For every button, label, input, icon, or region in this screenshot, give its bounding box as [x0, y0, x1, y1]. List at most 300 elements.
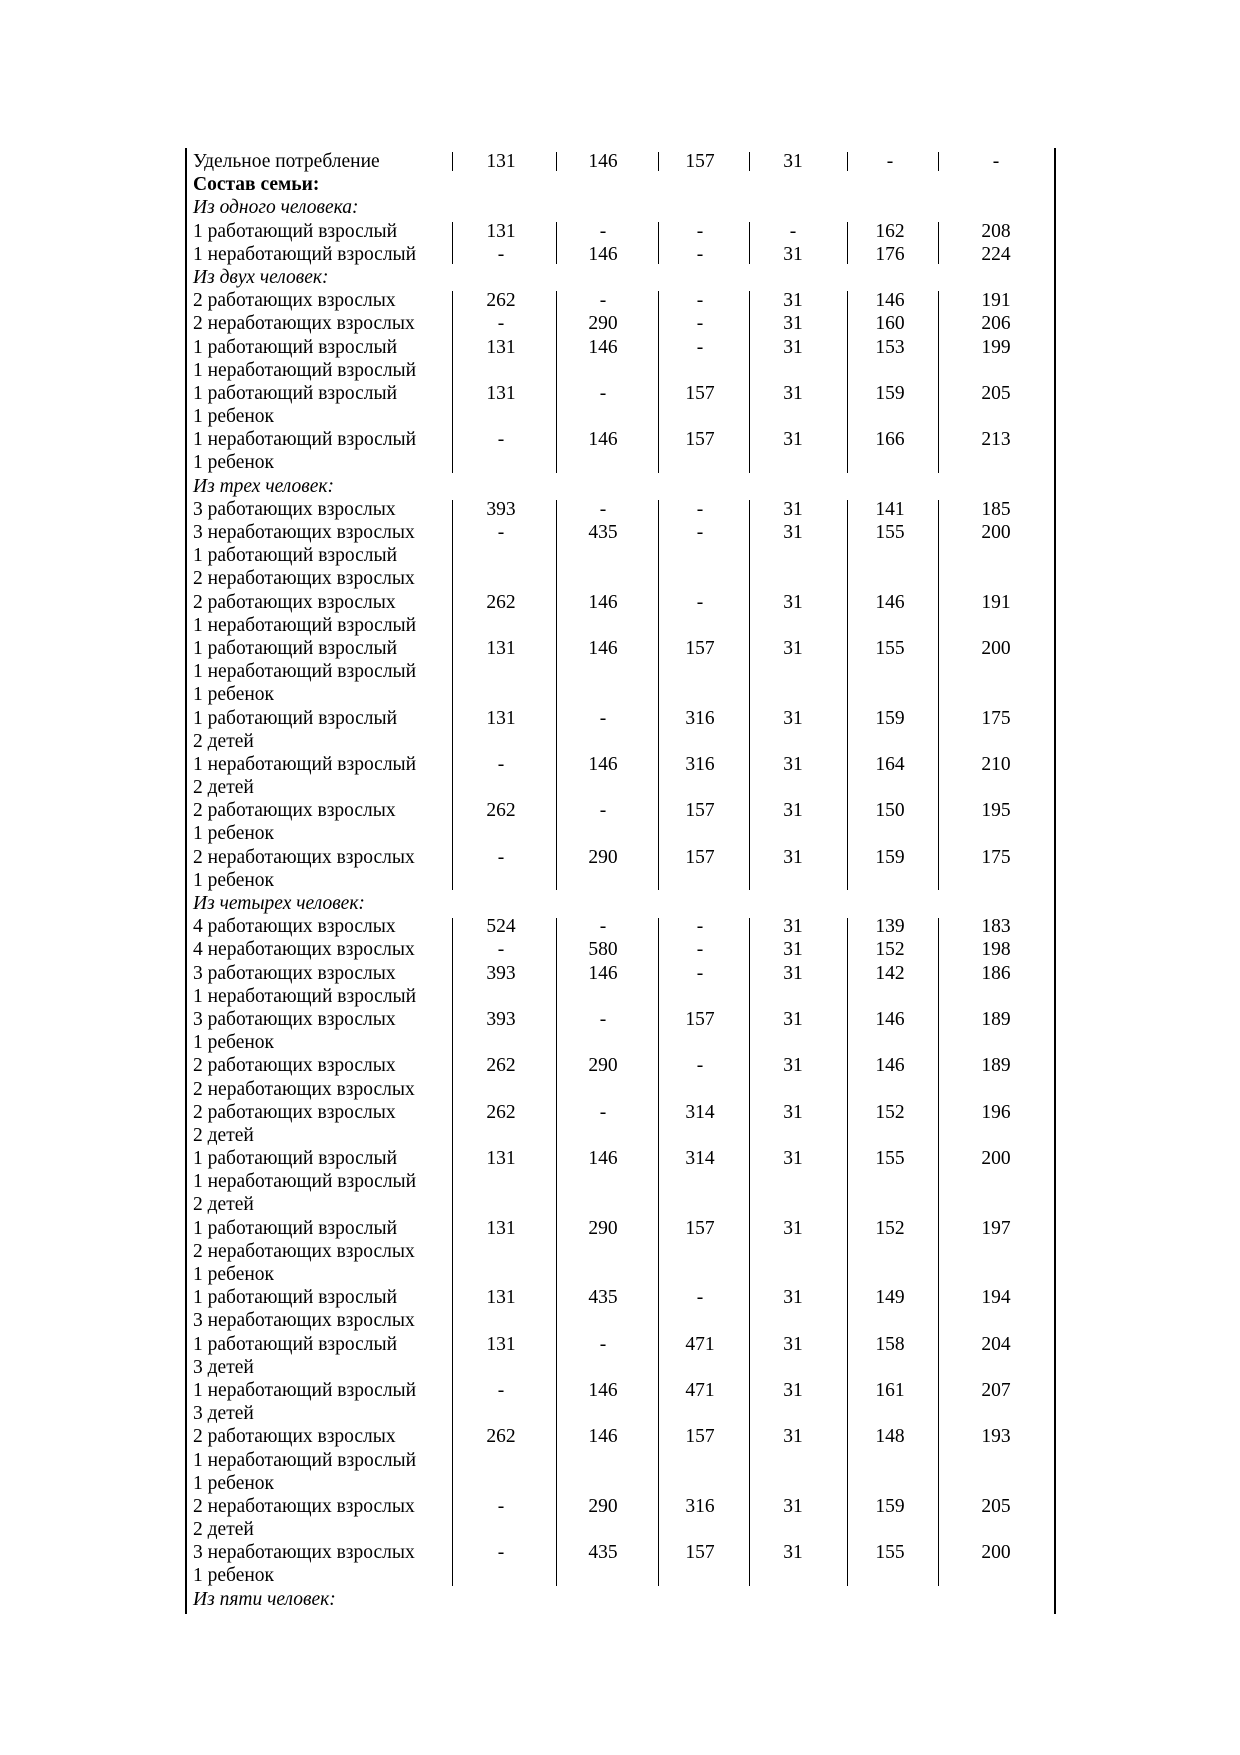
table-cell-col-2: 146: [588, 151, 618, 172]
table-cell-col-4: 31: [783, 800, 803, 822]
table-cell-col-1: 393: [486, 962, 516, 984]
row-label: 1 неработающий взрослый: [193, 1171, 417, 1193]
table-cell-col-1: -: [497, 429, 505, 451]
table-cell-col-3: -: [696, 290, 704, 312]
row-label: 3 детей: [193, 1403, 254, 1425]
table-cell-col-2: 290: [588, 1495, 618, 1517]
table-row: [186, 451, 1056, 474]
table-cell-col-3: 157: [685, 800, 715, 822]
column-divider: [749, 500, 750, 890]
table-cell-col-3: 316: [685, 753, 715, 775]
table-row: [186, 1449, 1056, 1472]
table-cell-col-1: 262: [486, 591, 516, 613]
row-label: 3 детей: [193, 1356, 254, 1378]
table-cell-col-2: 146: [588, 243, 618, 265]
row-label: 4 работающих взрослых: [193, 916, 396, 938]
table-cell-col-6: 195: [981, 800, 1011, 822]
table-cell-col-5: 142: [875, 962, 905, 984]
column-divider: [938, 500, 939, 890]
row-label: 2 детей: [193, 1124, 254, 1146]
table-row: [186, 567, 1056, 590]
table-cell-col-6: 194: [981, 1287, 1011, 1309]
row-label: 2 детей: [193, 1519, 254, 1541]
table-cell-col-2: -: [599, 916, 607, 938]
table-row: [186, 1240, 1056, 1263]
table-cell-col-4: 31: [783, 522, 803, 543]
table-cell-col-1: 131: [486, 1217, 516, 1239]
table-cell-col-3: 157: [685, 151, 715, 172]
row-label: 2 неработающих взрослых: [193, 568, 415, 590]
table-row: [186, 312, 1056, 335]
table-cell-col-4: 31: [783, 1426, 803, 1448]
row-label: Из пяти человек:: [193, 1588, 336, 1610]
table-cell-col-3: 157: [685, 1008, 715, 1030]
table-cell-col-6: 175: [981, 846, 1011, 868]
table-cell-col-4: -: [789, 220, 797, 242]
table-cell-col-1: 262: [486, 800, 516, 822]
table-row: [186, 683, 1056, 706]
column-divider: [658, 918, 659, 1587]
table-row: [186, 614, 1056, 637]
table-row: [186, 1147, 1056, 1170]
table-cell-col-5: 162: [875, 220, 905, 242]
table-cell-col-6: 200: [981, 522, 1011, 543]
table-cell-col-3: -: [696, 220, 704, 242]
row-label: 1 ребенок: [193, 406, 275, 428]
table-row: [186, 869, 1056, 892]
table-cell-col-1: -: [497, 1379, 505, 1401]
row-label: 1 ребенок: [193, 1264, 275, 1285]
table-row: [186, 1101, 1056, 1124]
table-row: [186, 1379, 1056, 1402]
table-cell-col-5: 148: [875, 1426, 905, 1448]
table-row: [186, 289, 1056, 312]
row-label: 1 неработающий взрослый: [193, 429, 417, 451]
table-cell-col-4: 31: [783, 846, 803, 868]
table-cell-col-2: 146: [588, 1379, 618, 1401]
table-cell-col-6: 186: [981, 962, 1011, 984]
table-cell-col-1: 131: [486, 1148, 516, 1170]
table-row: [186, 359, 1056, 382]
table-cell-col-6: 204: [981, 1333, 1011, 1355]
table-cell-col-4: 31: [783, 637, 803, 659]
table-cell-col-5: 150: [875, 800, 905, 822]
table-row: [186, 428, 1056, 451]
table-row: [186, 405, 1056, 428]
row-label: 2 неработающих взрослых: [193, 1495, 415, 1517]
table-cell-col-1: 262: [486, 1426, 516, 1448]
table-cell-col-6: 206: [981, 313, 1011, 335]
table-row: [186, 660, 1056, 683]
table-cell-col-5: 139: [875, 916, 905, 938]
table-cell-col-4: 31: [783, 313, 803, 335]
table-cell-col-6: 199: [981, 336, 1011, 358]
column-divider: [452, 500, 453, 890]
table-cell-col-6: 207: [981, 1379, 1011, 1401]
table-cell-col-5: 146: [875, 1008, 905, 1030]
table-cell-col-2: 146: [588, 591, 618, 613]
table-cell-col-6: 196: [981, 1101, 1011, 1123]
table-cell-col-1: -: [497, 1495, 505, 1517]
column-divider: [452, 222, 453, 264]
table-row: [186, 799, 1056, 822]
table-cell-col-1: 131: [486, 1333, 516, 1355]
table-cell-col-3: 316: [685, 707, 715, 729]
table-cell-col-6: 197: [981, 1217, 1011, 1239]
table-cell-col-3: 157: [685, 637, 715, 659]
table-row: [186, 591, 1056, 614]
row-label: 2 детей: [193, 1194, 254, 1216]
table-row: [186, 1425, 1056, 1448]
table-cell-col-5: 159: [875, 1495, 905, 1517]
table-row: [186, 1008, 1056, 1031]
table-cell-col-1: -: [497, 846, 505, 868]
table-cell-col-5: 152: [875, 939, 905, 961]
table-cell-col-3: 314: [685, 1101, 715, 1123]
table-cell-col-2: -: [599, 1333, 607, 1355]
table-cell-col-6: 210: [981, 753, 1011, 775]
table-cell-col-4: 31: [783, 939, 803, 961]
table-row: [186, 521, 1056, 544]
table-cell-col-1: 524: [486, 916, 516, 938]
table-row: [186, 498, 1056, 521]
table-row: [186, 1564, 1056, 1587]
table-cell-col-5: 164: [875, 753, 905, 775]
table-cell-col-3: 471: [685, 1333, 715, 1355]
row-label: 1 неработающий взрослый: [193, 753, 417, 775]
table-row: [186, 1170, 1056, 1193]
group-heading: [186, 1588, 1056, 1611]
table-cell-col-2: 146: [588, 753, 618, 775]
row-label: 1 неработающий взрослый: [193, 1379, 417, 1401]
table-cell-col-4: 31: [783, 290, 803, 312]
table-cell-col-5: 166: [875, 429, 905, 451]
row-label: Из одного человека:: [193, 197, 359, 219]
table-cell-col-5: 155: [875, 637, 905, 659]
table-cell-col-6: 205: [981, 1495, 1011, 1517]
table-cell-col-3: -: [696, 522, 704, 543]
table-right-border: [1054, 148, 1056, 1614]
table-cell-col-2: -: [599, 707, 607, 729]
group-heading: [186, 196, 1056, 219]
row-label: 1 работающий взрослый: [193, 336, 398, 358]
row-label: 2 работающих взрослых: [193, 591, 396, 613]
table-cell-col-1: -: [497, 939, 505, 961]
row-label: 2 неработающих взрослых: [193, 313, 415, 335]
table-cell-col-6: 213: [981, 429, 1011, 451]
table-row: [186, 1518, 1056, 1541]
table-cell-col-1: 131: [486, 707, 516, 729]
row-label: 1 ребенок: [193, 684, 275, 706]
table-cell-col-5: 152: [875, 1217, 905, 1239]
table-cell-col-3: 471: [685, 1379, 715, 1401]
row-label: 1 работающий взрослый: [193, 637, 398, 659]
row-label: 1 ребенок: [193, 452, 275, 474]
column-divider: [658, 500, 659, 890]
row-label: 1 работающий взрослый: [193, 1217, 398, 1239]
row-label: 3 неработающих взрослых: [193, 1542, 415, 1564]
row-label: 3 неработающих взрослых: [193, 1310, 415, 1332]
table-row: [186, 985, 1056, 1008]
table-cell-col-3: -: [696, 591, 704, 613]
column-divider: [556, 918, 557, 1587]
row-label: 1 неработающий взрослый: [193, 359, 417, 381]
table-cell-col-2: 290: [588, 1217, 618, 1239]
table-cell-col-5: 146: [875, 290, 905, 312]
table-cell-col-1: 262: [486, 290, 516, 312]
row-label: Из двух человек:: [193, 266, 329, 288]
table-cell-col-5: 149: [875, 1287, 905, 1309]
table-cell-col-6: 189: [981, 1055, 1011, 1077]
row-label: 2 работающих взрослых: [193, 1055, 396, 1077]
table-cell-col-6: 208: [981, 220, 1011, 242]
table-row: [186, 1309, 1056, 1332]
table-cell-col-3: 316: [685, 1495, 715, 1517]
table-cell-col-5: 161: [875, 1379, 905, 1401]
table-row: [186, 1541, 1056, 1564]
table-cell-col-5: 155: [875, 1148, 905, 1170]
table-cell-col-2: 435: [588, 522, 618, 543]
table-cell-col-2: 146: [588, 429, 618, 451]
table-cell-col-1: 131: [486, 151, 516, 172]
table-cell-col-5: 159: [875, 382, 905, 404]
table-row: [186, 822, 1056, 845]
table-cell-col-4: 31: [783, 962, 803, 984]
table-cell-col-3: 157: [685, 1217, 715, 1239]
table-cell-col-1: 131: [486, 637, 516, 659]
table-cell-col-6: 205: [981, 382, 1011, 404]
row-label: 1 ребенок: [193, 869, 275, 891]
table-row: [186, 1193, 1056, 1216]
table-cell-col-6: 191: [981, 290, 1011, 312]
row-label: 1 неработающий взрослый: [193, 1449, 417, 1471]
table-cell-col-2: 146: [588, 1148, 618, 1170]
table-cell-col-1: 262: [486, 1055, 516, 1077]
row-label: 2 детей: [193, 777, 254, 799]
table-cell-col-1: 393: [486, 1008, 516, 1030]
table-cell-col-6: 200: [981, 1148, 1011, 1170]
table-cell-col-3: -: [696, 313, 704, 335]
row-label: 1 работающий взрослый: [193, 1148, 398, 1170]
table-cell-col-3: 157: [685, 382, 715, 404]
row-label: 2 неработающих взрослых: [193, 1240, 415, 1262]
column-divider: [556, 152, 557, 171]
table-cell-col-3: 314: [685, 1148, 715, 1170]
table-cell-col-2: -: [599, 1008, 607, 1030]
section-heading: [186, 173, 1056, 196]
table-cell-col-4: 31: [783, 753, 803, 775]
table-cell-col-1: -: [497, 313, 505, 335]
table-row: [186, 544, 1056, 567]
row-label: 3 работающих взрослых: [193, 498, 396, 520]
table-row: [186, 637, 1056, 660]
table-cell-col-1: -: [497, 243, 505, 265]
row-label: 3 неработающих взрослых: [193, 522, 415, 543]
column-divider: [556, 500, 557, 890]
table-cell-col-5: 158: [875, 1333, 905, 1355]
column-divider: [847, 500, 848, 890]
row-label: Состав семьи:: [193, 174, 320, 196]
table-row: [186, 1472, 1056, 1495]
table-cell-col-6: 224: [981, 243, 1011, 265]
row-label: 2 работающих взрослых: [193, 800, 396, 822]
table-cell-col-3: -: [696, 498, 704, 520]
table-row: [186, 220, 1056, 243]
table-row: [186, 1356, 1056, 1379]
table-cell-col-4: 31: [783, 1217, 803, 1239]
table-cell-col-2: 290: [588, 1055, 618, 1077]
row-label: 1 работающий взрослый: [193, 382, 398, 404]
table-cell-col-1: 393: [486, 498, 516, 520]
row-label: Из четырех человек:: [193, 893, 365, 914]
row-label: 3 работающих взрослых: [193, 962, 396, 984]
table-cell-col-1: 131: [486, 382, 516, 404]
column-divider: [749, 918, 750, 1587]
table-cell-col-6: 191: [981, 591, 1011, 613]
table-cell-col-3: -: [696, 1287, 704, 1309]
table-cell-col-4: 31: [783, 1542, 803, 1564]
row-label: 2 работающих взрослых: [193, 1426, 396, 1448]
table-cell-col-3: -: [696, 916, 704, 938]
row-label: 1 ребенок: [193, 1472, 275, 1494]
table-row: [186, 1495, 1056, 1518]
table-cell-col-3: 157: [685, 846, 715, 868]
row-label: 3 работающих взрослых: [193, 1008, 396, 1030]
table-cell-col-6: 200: [981, 637, 1011, 659]
table-cell-col-6: 183: [981, 916, 1011, 938]
table-cell-col-6: 175: [981, 707, 1011, 729]
table-cell-col-4: 31: [783, 1008, 803, 1030]
table-cell-col-1: -: [497, 1542, 505, 1564]
table-cell-col-4: 31: [783, 1055, 803, 1077]
table-cell-col-3: -: [696, 1055, 704, 1077]
row-label: Удельное потребление: [193, 151, 380, 172]
table-cell-col-6: 189: [981, 1008, 1011, 1030]
column-divider: [749, 152, 750, 171]
row-label: 1 работающий взрослый: [193, 1333, 398, 1355]
table-cell-col-4: 31: [783, 707, 803, 729]
table-cell-col-5: 155: [875, 1542, 905, 1564]
table-row: [186, 1402, 1056, 1425]
row-label: 1 ребенок: [193, 1032, 275, 1054]
row-label: 2 детей: [193, 730, 254, 752]
table-cell-col-4: 31: [783, 243, 803, 265]
table-cell-col-2: 146: [588, 962, 618, 984]
table-cell-col-6: 185: [981, 498, 1011, 520]
column-divider: [938, 291, 939, 473]
table-cell-col-2: 290: [588, 846, 618, 868]
table-cell-col-4: 31: [783, 1148, 803, 1170]
table-cell-col-2: 435: [588, 1542, 618, 1564]
column-divider: [847, 918, 848, 1587]
table-cell-col-5: 176: [875, 243, 905, 265]
table-cell-col-2: 146: [588, 637, 618, 659]
table-row: [186, 150, 1056, 173]
table-cell-col-6: 200: [981, 1542, 1011, 1564]
table-cell-col-1: 131: [486, 1287, 516, 1309]
column-divider: [658, 291, 659, 473]
table-cell-col-6: 193: [981, 1426, 1011, 1448]
table-cell-col-5: 159: [875, 846, 905, 868]
table-cell-col-4: 31: [783, 498, 803, 520]
table-row: [186, 938, 1056, 961]
table-row: [186, 776, 1056, 799]
table-cell-col-4: 31: [783, 1495, 803, 1517]
table-cell-col-5: 159: [875, 707, 905, 729]
row-label: 1 работающий взрослый: [193, 545, 398, 567]
row-label: 1 неработающий взрослый: [193, 614, 417, 636]
table-cell-col-4: 31: [783, 336, 803, 358]
column-divider: [749, 291, 750, 473]
table-cell-col-5: 155: [875, 522, 905, 543]
table-cell-col-2: -: [599, 800, 607, 822]
table-row: [186, 753, 1056, 776]
table-cell-col-4: 31: [783, 429, 803, 451]
column-divider: [847, 222, 848, 264]
table-row: [186, 336, 1056, 359]
row-label: 1 работающий взрослый: [193, 220, 398, 242]
table-cell-col-3: -: [696, 243, 704, 265]
row-label: 2 работающих взрослых: [193, 290, 396, 312]
table-cell-col-5: 152: [875, 1101, 905, 1123]
column-divider: [452, 152, 453, 171]
table-cell-col-4: 31: [783, 151, 803, 172]
table-cell-col-3: 157: [685, 1426, 715, 1448]
table-cell-col-4: 31: [783, 591, 803, 613]
table-row: [186, 243, 1056, 266]
table-cell-col-5: 160: [875, 313, 905, 335]
table-cell-col-4: 31: [783, 916, 803, 938]
table-cell-col-5: 146: [875, 591, 905, 613]
table-cell-col-2: 435: [588, 1287, 618, 1309]
table-cell-col-2: -: [599, 382, 607, 404]
table-row: [186, 1078, 1056, 1101]
group-heading: [186, 475, 1056, 498]
row-label: 1 работающий взрослый: [193, 1287, 398, 1309]
table-cell-col-1: -: [497, 522, 505, 543]
table-cell-col-6: -: [992, 151, 1000, 172]
column-divider: [658, 222, 659, 264]
column-divider: [452, 918, 453, 1587]
table-cell-col-1: 131: [486, 336, 516, 358]
table-row: [186, 846, 1056, 869]
table-cell-col-6: 198: [981, 939, 1011, 961]
table-cell-col-2: -: [599, 498, 607, 520]
table-cell-col-4: 31: [783, 1101, 803, 1123]
row-label: 2 неработающих взрослых: [193, 1078, 415, 1100]
table-row: [186, 962, 1056, 985]
row-label: 1 ребенок: [193, 823, 275, 845]
table-cell-col-5: 141: [875, 498, 905, 520]
table-cell-col-4: 31: [783, 1287, 803, 1309]
row-label: 1 работающий взрослый: [193, 707, 398, 729]
column-divider: [556, 291, 557, 473]
table-cell-col-2: 290: [588, 313, 618, 335]
column-divider: [749, 222, 750, 264]
row-label: Из трех человек:: [193, 475, 335, 497]
table-row: [186, 382, 1056, 405]
row-label: 1 неработающий взрослый: [193, 661, 417, 683]
column-divider: [938, 152, 939, 171]
column-divider: [847, 291, 848, 473]
table-cell-col-5: -: [886, 151, 894, 172]
row-label: 1 ребенок: [193, 1565, 275, 1587]
group-heading: [186, 892, 1056, 915]
table-row: [186, 1333, 1056, 1356]
column-divider: [938, 222, 939, 264]
table-cell-col-1: -: [497, 753, 505, 775]
table-cell-col-2: 146: [588, 1426, 618, 1448]
